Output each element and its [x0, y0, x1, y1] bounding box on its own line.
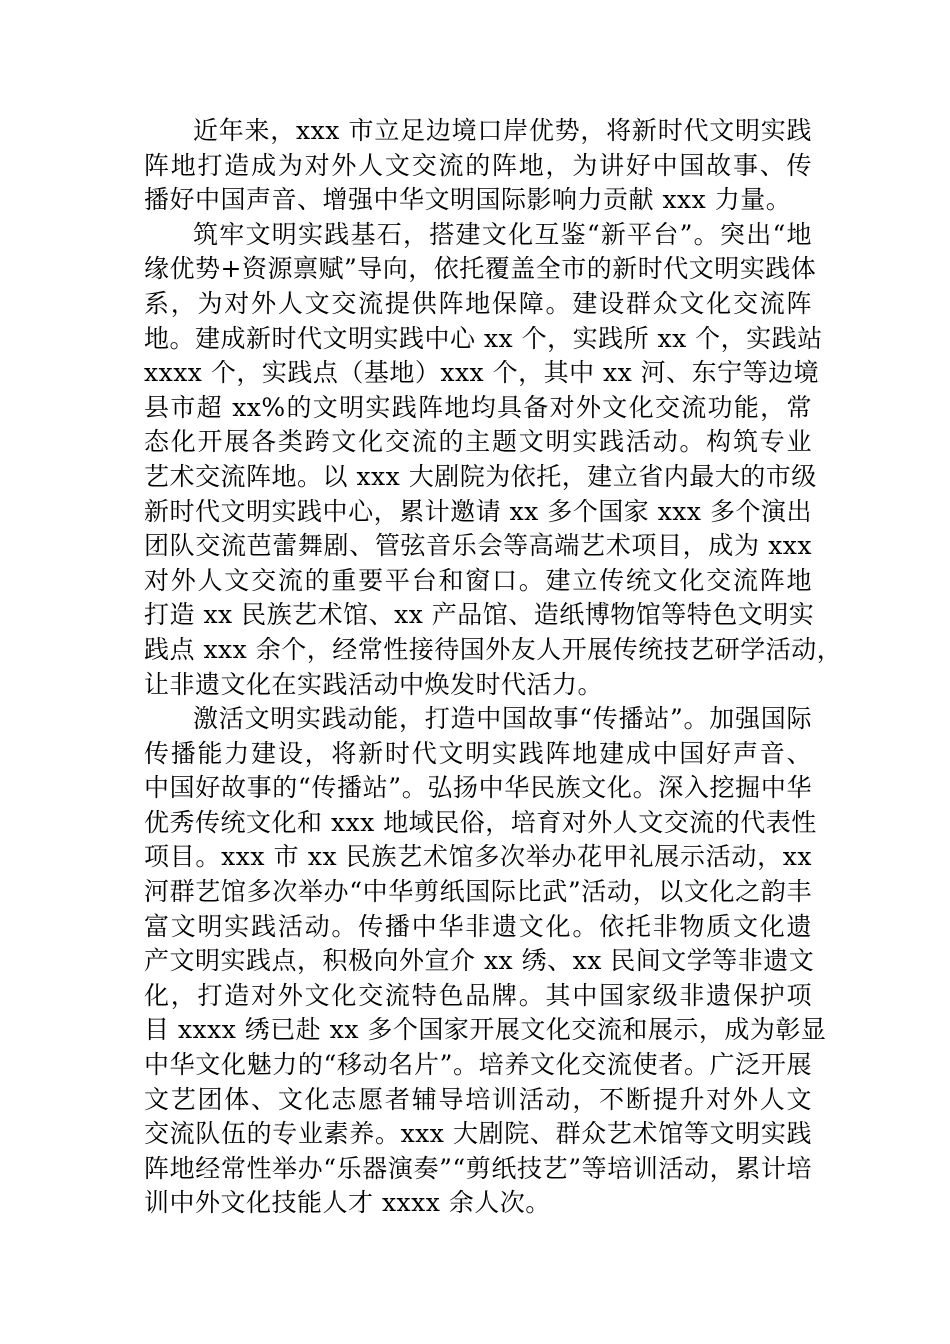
paragraph-line: 筑牢文明实践基石，搭建文化互鉴“新平台”。突出“地 — [193, 219, 812, 249]
paragraph-line: 新时代文明实践中心，累计邀请 xx 多个国家 xxx 多个演出 — [144, 496, 812, 526]
paragraph-line: 地。建成新时代文明实践中心 xx 个，实践所 xx 个，实践站 — [144, 323, 823, 353]
paragraph-line: 传播能力建设，将新时代文明实践阵地建成中国好声音、 — [144, 738, 812, 768]
paragraph-line: 播好中国声音、增强中华文明国际影响力贡献 xxx 力量。 — [144, 185, 792, 215]
paragraph-line: 对外人文交流的重要平台和窗口。建立传统文化交流阵地 — [144, 565, 812, 595]
paragraph-line: 中华文化魅力的“移动名片”。培养文化交流使者。广泛开展 — [144, 1050, 812, 1080]
paragraph-line: 训中外文化技能人才 xxxx 余人次。 — [144, 1188, 551, 1218]
paragraph-line: 河群艺馆多次举办“中华剪纸国际比武”活动，以文化之韵丰 — [144, 877, 812, 907]
paragraph-line: 阵地经常性举办“乐器演奏”“剪纸技艺”等培训活动，累计培 — [144, 1153, 812, 1183]
paragraph-line: 交流队伍的专业素养。xxx 大剧院、群众艺术馆等文明实践 — [144, 1119, 812, 1149]
paragraph-line: 富文明实践活动。传播中华非遗文化。依托非物质文化遗 — [144, 911, 812, 941]
paragraph-line: 团队交流芭蕾舞剧、管弦音乐会等高端艺术项目，成为 xxx — [144, 531, 812, 561]
document-body — [144, 114, 843, 1221]
paragraph-line: 阵地打造成为对外人文交流的阵地，为讲好中国故事、传 — [144, 150, 812, 180]
paragraph-line: 产文明实践点，积极向外宣介 xx 绣、xx 民间文学等非遗文 — [144, 946, 815, 976]
paragraph-line: 化，打造对外文化交流特色品牌。其中国家级非遗保护项 — [144, 980, 812, 1010]
paragraph-line: 缘优势+资源禀赋”导向，依托覆盖全市的新时代文明实践体 — [144, 254, 817, 284]
paragraph-line: 让非遗文化在实践活动中焕发时代活力。 — [144, 669, 604, 699]
paragraph-line: 县市超 xx%的文明实践阵地均具备对外文化交流功能，常 — [144, 392, 812, 422]
paragraph-line: 践点 xxx 余个，经常性接待国外友人开展传统技艺研学活动， — [144, 634, 843, 664]
paragraph-line: 系，为对外人文交流提供阵地保障。建设群众文化交流阵 — [144, 288, 812, 318]
paragraph-line: 中国好故事的“传播站”。弘扬中华民族文化。深入挖掘中华 — [144, 773, 812, 803]
paragraph-line: 激活文明实践动能，打造中国故事“传播站”。加强国际 — [193, 704, 812, 734]
paragraph-line: 目 xxxx 绣已赴 xx 多个国家开展文化交流和展示，成为彰显 — [144, 1015, 827, 1045]
paragraph-line: 项目。xxx 市 xx 民族艺术馆多次举办花甲礼展示活动，xx — [144, 842, 812, 872]
paragraph-2 — [144, 218, 843, 702]
paragraph-line: xxxx 个，实践点（基地）xxx 个，其中 xx 河、东宁等边境 — [144, 358, 820, 388]
paragraph-line: 艺术交流阵地。以 xxx 大剧院为依托，建立省内最大的市级 — [144, 461, 817, 491]
paragraph-line: 打造 xx 民族艺术馆、xx 产品馆、造纸博物馆等特色文明实 — [144, 600, 815, 630]
paragraph-line: 态化开展各类跨文化交流的主题文明实践活动。构筑专业 — [144, 427, 812, 457]
paragraph-line: 优秀传统文化和 xxx 地域民俗，培育对外人文交流的代表性 — [144, 807, 817, 837]
paragraph-line: 文艺团体、文化志愿者辅导培训活动，不断提升对外人文 — [144, 1084, 812, 1114]
paragraph-line: 近年来，xxx 市立足边境口岸优势，将新时代文明实践 — [193, 116, 812, 145]
paragraph-3 — [144, 702, 827, 1221]
paragraph-1 — [144, 114, 812, 218]
